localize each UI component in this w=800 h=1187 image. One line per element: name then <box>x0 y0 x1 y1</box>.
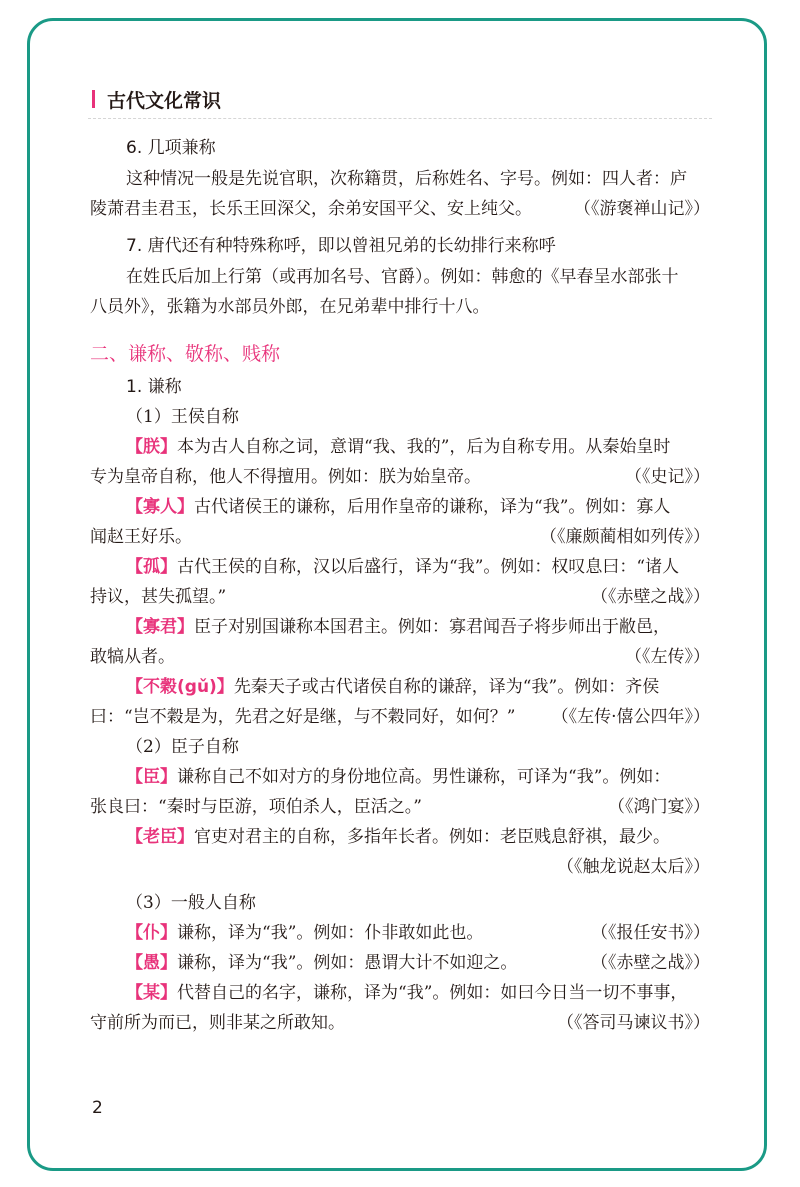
entry-laochen-line-1 <box>90 822 710 852</box>
page-header <box>92 86 221 112</box>
entry-guaren-line-1 <box>90 492 710 522</box>
entry-guajun-source: （《左传》） <box>625 647 710 667</box>
entry-zhen-source: （《史记》） <box>625 467 710 487</box>
entry-zhen-text-2: 专为皇帝自称，他人不得擅用。例如：朕为始皇帝。 <box>90 467 481 487</box>
entry-gu-line-1 <box>90 552 710 582</box>
s6-source: （《游褒禅山记》） <box>574 199 710 219</box>
entry-guajun-line-2 <box>90 642 710 672</box>
entry-yu-line <box>90 948 710 978</box>
entry-chen-text-1: 谦称自己不如对方的身份地位高。男性谦称，可译为“我”。例如： <box>177 767 671 787</box>
entry-guaren-text-2: 闻赵王好乐。 <box>90 527 192 547</box>
entry-pu-source: （《报任安书》） <box>591 923 710 943</box>
entry-yu-source: （《赤壁之战》） <box>591 953 710 973</box>
entry-yu-text: 谦称，译为“我”。例如：愚谓大计不如迎之。 <box>177 953 518 973</box>
entry-bugu-source: （《左传·僖公四年》） <box>551 707 710 727</box>
entry-pu-line <box>90 918 710 948</box>
header-divider <box>88 118 712 119</box>
entry-mou-line-1 <box>90 978 710 1008</box>
entry-chen-text-2: 张良曰：“秦时与臣游，项伯杀人，臣活之。” <box>90 797 422 817</box>
entry-guajun-text-1: 臣子对别国谦称本国君主。例如：寡君闻吾子将步师出于敝邑， <box>194 617 670 637</box>
entry-gu-line-2 <box>90 582 710 612</box>
entry-bugu-text-1: 先秦天子或古代诸侯自称的谦辞，译为“我”。例如：齐侯 <box>233 677 660 697</box>
s6-line-1: 这种情况一般是先说官职，次称籍贯，后称姓名、字号。例如：四人者：庐 <box>126 169 687 189</box>
header-accent-bar <box>92 90 95 108</box>
entry-bugu-line-1 <box>90 672 710 702</box>
group-3-title: （3）一般人自称 <box>126 893 256 913</box>
s6-line-2-text: 陵萧君圭君玉，长乐王回深父，余弟安国平父、安上纯父。 <box>90 199 532 219</box>
entry-bugu-line-2 <box>90 702 710 732</box>
entry-mou-term: 【某】 <box>126 983 177 1003</box>
entry-chen-term: 【臣】 <box>126 767 177 787</box>
entry-pu-term: 【仆】 <box>126 923 177 943</box>
entry-mou-text-2: 守前所为而已，则非某之所敢知。 <box>90 1013 345 1033</box>
entry-mou-source: （《答司马谏议书》） <box>557 1013 710 1033</box>
group-2-title: （2）臣子自称 <box>126 737 239 757</box>
entry-yu-term: 【愚】 <box>126 953 177 973</box>
entry-guaren-term: 【寡人】 <box>126 497 194 517</box>
entry-guajun-text-2: 敢犒从者。 <box>90 647 175 667</box>
entry-chen-line-2 <box>90 792 710 822</box>
entry-guaren-source: （《廉颇蔺相如列传》） <box>540 527 710 547</box>
s7-line-2: 八员外》，张籍为水部员外郎，在兄弟辈中排行十八。 <box>90 297 490 317</box>
entry-mou-line-2 <box>90 1008 710 1038</box>
entry-zhen-line-1 <box>90 432 710 462</box>
entry-guaren-text-1: 古代诸侯王的谦称，后用作皇帝的谦称，译为“我”。例如：寡人 <box>194 497 671 517</box>
entry-zhen-line-2 <box>90 462 710 492</box>
entry-gu-source: （《赤壁之战》） <box>591 587 710 607</box>
entry-bugu-text-2: 曰：“岂不穀是为，先君之好是继，与不穀同好，如何？” <box>90 707 516 727</box>
entry-chen-source: （《鸿门宴》） <box>608 797 710 817</box>
entry-laochen-term: 【老臣】 <box>126 827 194 847</box>
subsection-6-title: 6. 几项兼称 <box>126 138 216 158</box>
entry-chen-line-1 <box>90 762 710 792</box>
entry-gu-term: 【孤】 <box>126 557 177 577</box>
header-title: 古代文化常识 <box>107 89 222 112</box>
entry-gu-text-1: 古代王侯的自称，汉以后盛行，译为“我”。例如：权叹息曰：“诸人 <box>177 557 680 577</box>
entry-guajun-line-1 <box>90 612 710 642</box>
entry-mou-text-1: 代替自己的名字，谦称，译为“我”。例如：如曰今日当一切不事事， <box>177 983 688 1003</box>
group-1-title: （1）王侯自称 <box>126 407 239 427</box>
entry-zhen-text-1: 本为古人自称之词，意谓“我、我的”，后为自称专用。从秦始皇时 <box>177 437 671 457</box>
entry-guaren-line-2 <box>90 522 710 552</box>
s6-line-2 <box>90 194 710 224</box>
subsection-7-title: 7. 唐代还有种特殊称呼，即以曾祖兄弟的长幼排行来称呼 <box>126 236 556 256</box>
sub-1-title: 1. 谦称 <box>126 377 182 397</box>
entry-laochen-source: （《触龙说赵太后》） <box>557 857 710 877</box>
page-content <box>90 132 710 1038</box>
section-2-title: 二、谦称、敬称、贱称 <box>90 343 281 365</box>
entry-gu-text-2: 持议，甚失孤望。” <box>90 587 227 607</box>
page-number: 2 <box>92 1098 103 1118</box>
entry-zhen-term: 【朕】 <box>126 437 177 457</box>
entry-guajun-term: 【寡君】 <box>126 617 194 637</box>
entry-laochen-text-1: 官吏对君主的自称，多指年长者。例如：老臣贱息舒祺，最少。 <box>194 827 670 847</box>
entry-pu-text: 谦称，译为“我”。例如：仆非敢如此也。 <box>177 923 484 943</box>
s7-line-1: 在姓氏后加上行第（或再加名号、官爵）。例如：韩愈的《早春呈水部张十 <box>126 267 679 287</box>
entry-bugu-term: 【不穀(gǔ)】 <box>126 677 234 697</box>
